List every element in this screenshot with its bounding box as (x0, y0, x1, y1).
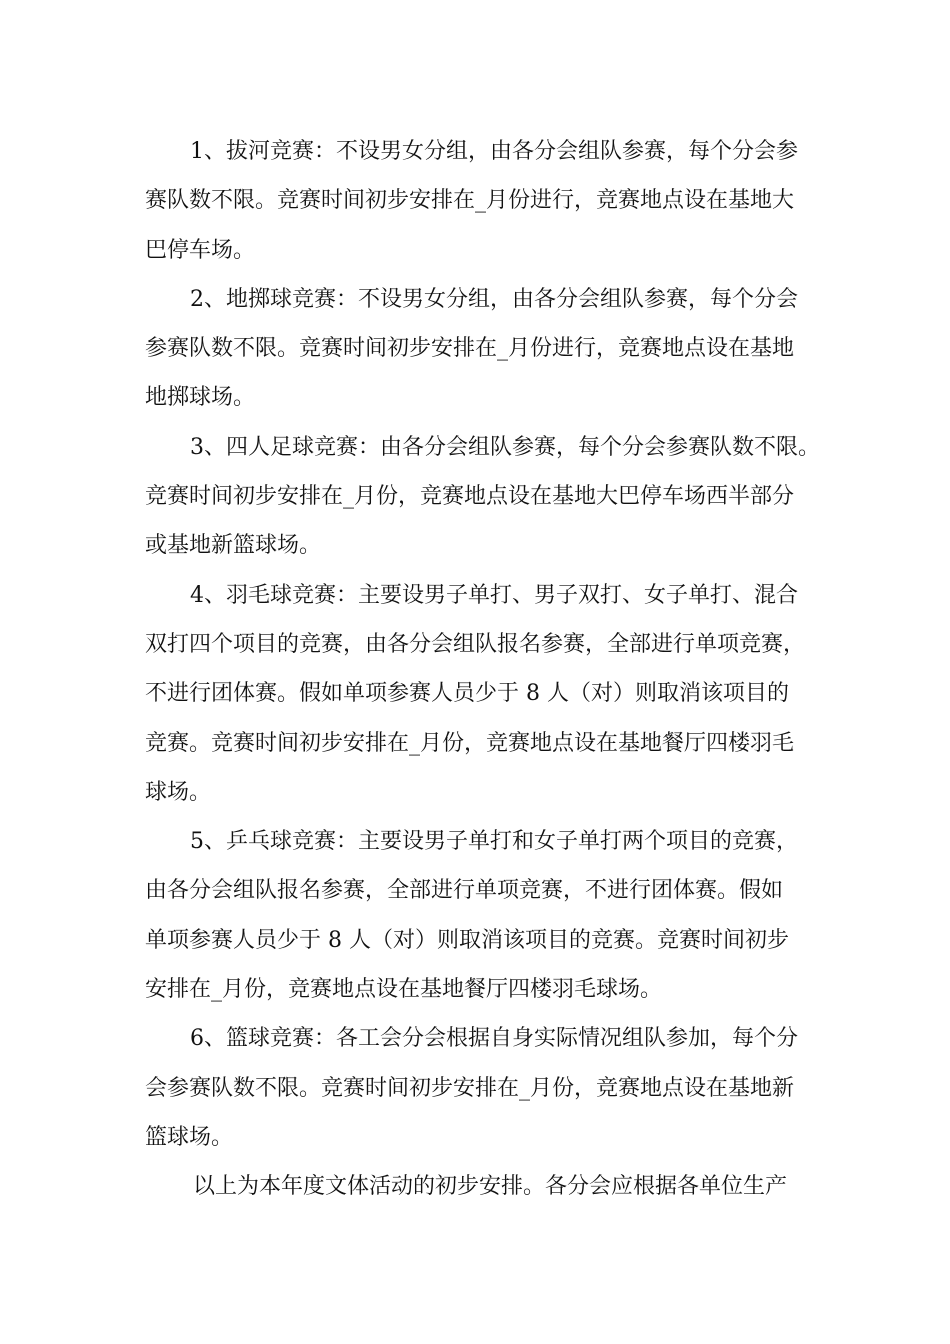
paragraph-basketball-line-3: 篮球场。 (145, 1124, 234, 1150)
paragraph-badminton-line-5: 球场。 (145, 779, 212, 805)
paragraph-bocce-line-2: 参赛队数不限。竞赛时间初步安排在_月份进行，竞赛地点设在基地 (145, 336, 795, 362)
paragraph-football-line-1: 3、四人足球竞赛：由各分会组队参赛，每个分会参赛队数不限。 (190, 434, 820, 460)
paragraph-summary-line-1: 以上为本年度文体活动的初步安排。各分会应根据各单位生产 (193, 1174, 788, 1200)
paragraph-tug-of-war-line-2: 赛队数不限。竞赛时间初步安排在_月份进行，竞赛地点设在基地大 (145, 188, 795, 214)
paragraph-bocce-line-1: 2、地掷球竞赛：不设男女分组，由各分会组队参赛，每个分会 (190, 286, 798, 312)
paragraph-badminton-line-2: 双打四个项目的竞赛，由各分会组队报名参赛，全部进行单项竞赛， (145, 631, 806, 657)
document-body (145, 127, 820, 1212)
paragraph-table-tennis-line-3: 单项参赛人员少于 8 人（对）则取消该项目的竞赛。竞赛时间初步 (145, 927, 789, 953)
paragraph-badminton-line-1: 4、羽毛球竞赛：主要设男子单打、男子双打、女子单打、混合 (190, 582, 798, 608)
paragraph-bocce-line-3: 地掷球场。 (145, 385, 256, 411)
paragraph-football-line-3: 或基地新篮球场。 (145, 533, 322, 559)
paragraph-basketball-line-2: 会参赛队数不限。竞赛时间初步安排在_月份，竞赛地点设在基地新 (145, 1075, 795, 1101)
paragraph-table-tennis-line-1: 5、乒乓球竞赛：主要设男子单打和女子单打两个项目的竞赛， (190, 829, 798, 855)
paragraph-table-tennis-line-2: 由各分会组队报名参赛，全部进行单项竞赛，不进行团体赛。假如 (145, 878, 784, 904)
paragraph-tug-of-war-line-3: 巴停车场。 (145, 237, 256, 263)
paragraph-tug-of-war-line-1: 1、拔河竞赛：不设男女分组，由各分会组队参赛，每个分会参 (190, 139, 798, 164)
paragraph-basketball-line-1: 6、篮球竞赛：各工会分会根据自身实际情况组队参加，每个分 (190, 1026, 798, 1052)
paragraph-badminton-line-3: 不进行团体赛。假如单项参赛人员少于 8 人（对）则取消该项目的 (145, 681, 789, 707)
paragraph-football-line-2: 竞赛时间初步安排在_月份，竞赛地点设在基地大巴停车场西半部分 (145, 484, 795, 510)
paragraph-badminton-line-4: 竞赛。竞赛时间初步安排在_月份，竞赛地点设在基地餐厅四楼羽毛 (145, 730, 795, 756)
paragraph-table-tennis-line-4: 安排在_月份，竞赛地点设在基地餐厅四楼羽毛球场。 (145, 977, 663, 1003)
